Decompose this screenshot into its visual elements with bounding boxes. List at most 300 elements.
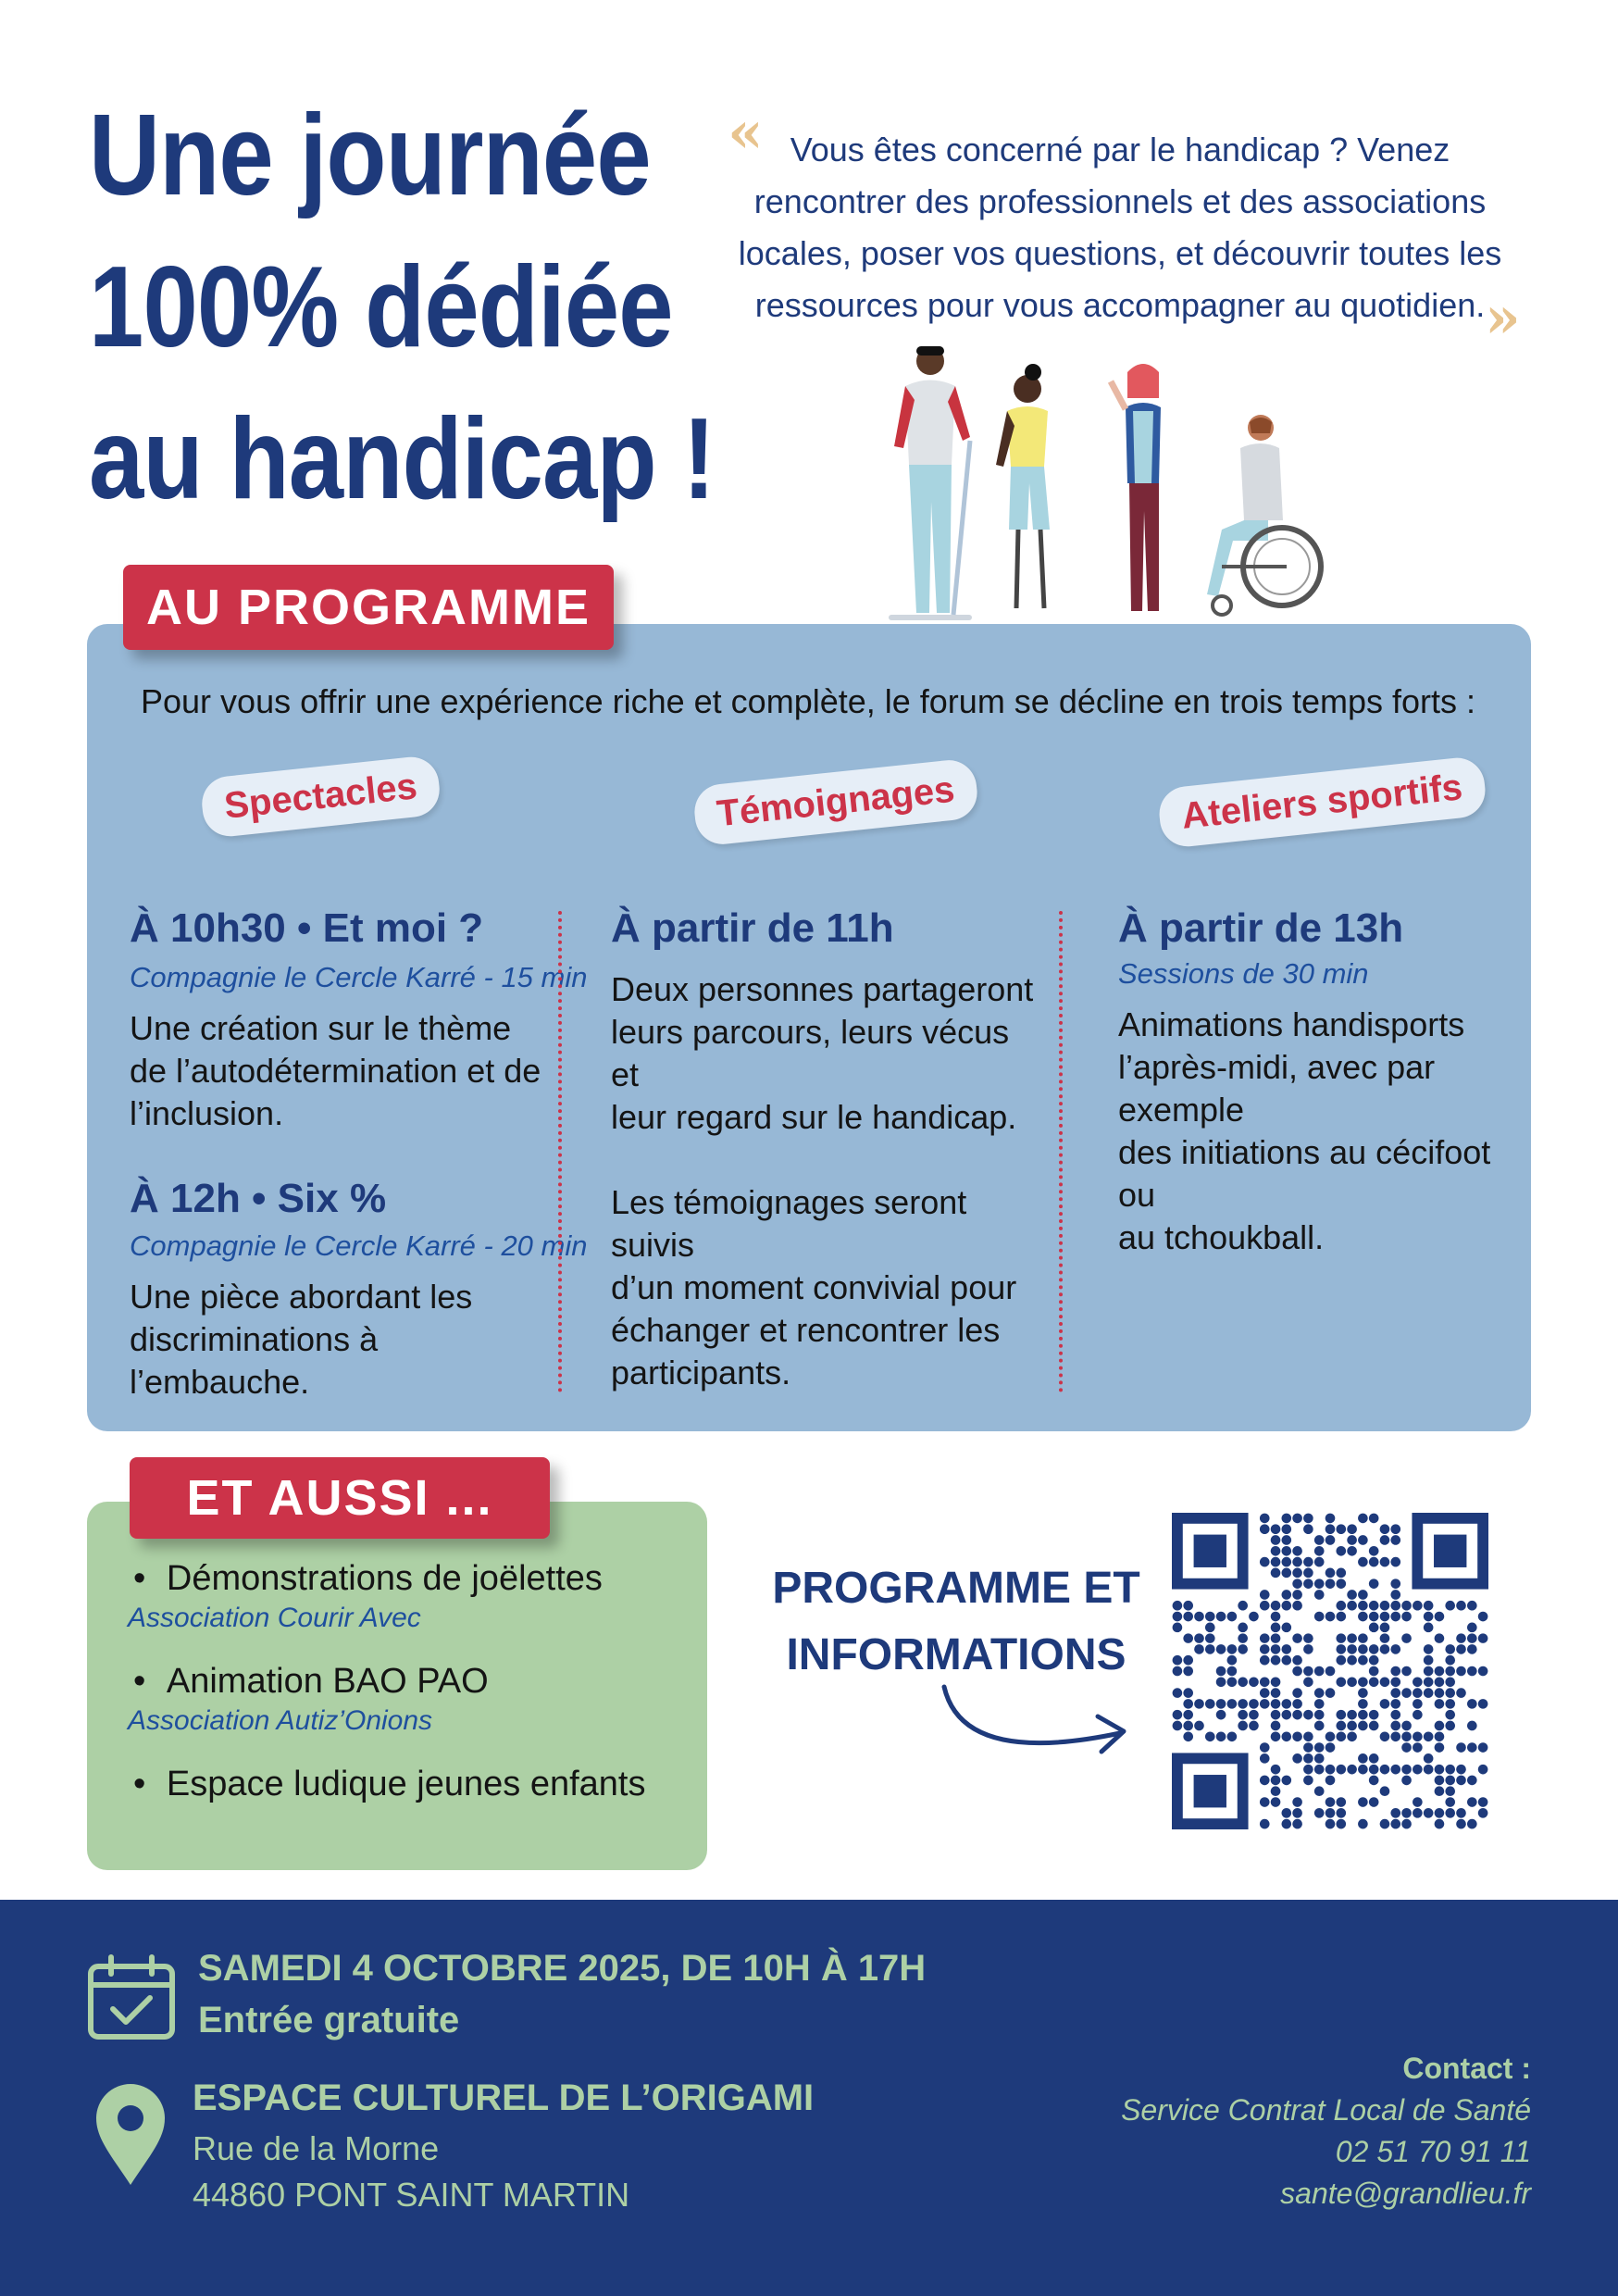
qr-module — [1227, 1731, 1238, 1741]
qr-module — [1183, 1655, 1193, 1666]
qr-module — [1358, 1535, 1368, 1545]
qr-module — [1369, 1644, 1379, 1654]
event-description — [611, 968, 1046, 1139]
qr-module — [1445, 1808, 1455, 1818]
qr-module — [1336, 1644, 1346, 1654]
qr-module — [1282, 1776, 1292, 1786]
qr-module — [1424, 1601, 1434, 1611]
qr-module — [1390, 1699, 1400, 1709]
qr-module — [1467, 1623, 1477, 1633]
qr-module — [1292, 1590, 1302, 1600]
qr-module — [1358, 1514, 1368, 1524]
qr-module — [1380, 1819, 1390, 1829]
qr-module — [1303, 1742, 1313, 1753]
pill-ateliers: Ateliers sportifs — [1157, 755, 1487, 849]
qr-module — [1183, 1731, 1193, 1741]
qr-module — [1390, 1644, 1400, 1654]
qr-module — [1390, 1557, 1400, 1567]
text-line: au tchoukball. — [1118, 1218, 1325, 1256]
qr-module — [1260, 1677, 1270, 1687]
qr-module — [1292, 1514, 1302, 1524]
qr-module — [1282, 1568, 1292, 1578]
qr-module — [1194, 1612, 1204, 1622]
programme-intro: Pour vous offrir une expérience riche et complète, le forum se décline en trois temps forts : — [141, 682, 1476, 720]
qr-module — [1336, 1568, 1346, 1578]
man-with-cane-figure — [889, 346, 972, 620]
qr-finder-center — [1194, 1775, 1226, 1807]
qr-module — [1205, 1612, 1215, 1622]
text-line: Animations handisports — [1118, 1005, 1465, 1043]
qr-module — [1282, 1731, 1292, 1741]
qr-module — [1435, 1666, 1445, 1677]
title-line-3: au handicap ! — [89, 395, 716, 523]
qr-module — [1292, 1546, 1302, 1556]
qr-module — [1260, 1557, 1270, 1567]
qr-module — [1282, 1601, 1292, 1611]
qr-module — [1336, 1797, 1346, 1807]
qr-module — [1205, 1699, 1215, 1709]
qr-module — [1435, 1819, 1445, 1829]
qr-module — [1390, 1666, 1400, 1677]
qr-module — [1292, 1699, 1302, 1709]
venue-street: Rue de la Morne — [193, 2129, 440, 2167]
venue-name: ESPACE CULTUREL DE L’ORIGAMI — [193, 2078, 815, 2118]
qr-module — [1292, 1578, 1302, 1589]
qr-module — [1369, 1666, 1379, 1677]
qr-module — [1445, 1721, 1455, 1731]
qr-module — [1424, 1808, 1434, 1818]
text-line: échanger et rencontrer les — [611, 1311, 1001, 1349]
qr-module — [1292, 1557, 1302, 1567]
qr-module — [1173, 1666, 1183, 1677]
qr-module — [1205, 1644, 1215, 1654]
qr-module — [1260, 1633, 1270, 1643]
qr-module — [1435, 1699, 1445, 1709]
qr-module — [1314, 1808, 1325, 1818]
text-line: de l’autodétermination et de — [130, 1052, 541, 1090]
qr-module — [1314, 1535, 1325, 1545]
qr-module — [1369, 1578, 1379, 1589]
qr-module — [1282, 1535, 1292, 1545]
qr-module — [1369, 1776, 1379, 1786]
qr-module — [1271, 1765, 1281, 1775]
qr-module — [1303, 1514, 1313, 1524]
qr-module — [1216, 1677, 1226, 1687]
qr-module — [1347, 1524, 1357, 1534]
qr-module — [1435, 1742, 1445, 1753]
qr-module — [1424, 1623, 1434, 1633]
qr-module — [1227, 1677, 1238, 1687]
column-divider — [1059, 911, 1063, 1392]
qr-module — [1271, 1721, 1281, 1731]
qr-module — [1336, 1612, 1346, 1622]
qr-module — [1249, 1721, 1259, 1731]
qr-module — [1390, 1808, 1400, 1818]
event-sub: Compagnie le Cercle Karré - 15 min — [130, 961, 588, 993]
qr-module — [1271, 1710, 1281, 1720]
qr-module — [1271, 1786, 1281, 1796]
qr-module — [1271, 1623, 1281, 1633]
qr-module — [1435, 1776, 1445, 1786]
qr-module — [1424, 1655, 1434, 1666]
qr-module — [1424, 1612, 1434, 1622]
qr-module — [1358, 1612, 1368, 1622]
qr-module — [1326, 1612, 1336, 1622]
event-heading: À 12h • Six % — [130, 1176, 387, 1221]
qr-module — [1390, 1612, 1400, 1622]
qr-module — [1369, 1797, 1379, 1807]
qr-module — [1413, 1601, 1423, 1611]
qr-module — [1282, 1557, 1292, 1567]
qr-module — [1369, 1557, 1379, 1567]
qr-finder-center — [1434, 1535, 1466, 1567]
qr-module — [1216, 1612, 1226, 1622]
column-spectacles — [130, 905, 588, 1404]
qr-module — [1303, 1524, 1313, 1534]
qr-module — [1260, 1819, 1270, 1829]
qr-module — [1369, 1753, 1379, 1764]
qr-module — [1456, 1742, 1466, 1753]
column-temoignages — [611, 905, 1046, 1394]
qr-module — [1227, 1655, 1238, 1666]
qr-module — [1424, 1644, 1434, 1654]
item-sub: Association Courir Avec — [128, 1603, 421, 1633]
qr-module — [1303, 1753, 1313, 1764]
cta-line: INFORMATIONS — [786, 1630, 1126, 1679]
contact-email[interactable]: sante@grandlieu.fr — [1280, 2177, 1531, 2210]
qr-module — [1292, 1688, 1302, 1698]
qr-module — [1380, 1786, 1390, 1796]
qr-module — [1336, 1710, 1346, 1720]
qr-module — [1467, 1776, 1477, 1786]
qr-module — [1358, 1557, 1368, 1567]
qr-module — [1390, 1710, 1400, 1720]
qr-module — [1282, 1655, 1292, 1666]
column-divider — [558, 911, 562, 1392]
qr-module — [1456, 1819, 1466, 1829]
qr-module — [1390, 1688, 1400, 1698]
qr-module — [1303, 1765, 1313, 1775]
qr-module — [1216, 1710, 1226, 1720]
text-line: Une création sur le thème — [130, 1009, 512, 1047]
qr-module — [1326, 1688, 1336, 1698]
qr-module — [1249, 1677, 1259, 1687]
qr-module — [1314, 1742, 1325, 1753]
qr-module — [1467, 1699, 1477, 1709]
qr-module — [1413, 1765, 1423, 1775]
qr-finder-center — [1194, 1535, 1226, 1567]
qr-module — [1390, 1601, 1400, 1611]
qr-module — [1326, 1578, 1336, 1589]
qr-module — [1303, 1578, 1313, 1589]
qr-module — [1194, 1699, 1204, 1709]
qr-module — [1358, 1710, 1368, 1720]
qr-module — [1271, 1535, 1281, 1545]
qr-module — [1380, 1644, 1390, 1654]
qr-module — [1369, 1655, 1379, 1666]
qr-module — [1249, 1612, 1259, 1622]
programme-tag: AU PROGRAMME — [123, 565, 614, 650]
qr-module — [1435, 1612, 1445, 1622]
event-description — [1118, 1004, 1525, 1259]
qr-module — [1347, 1677, 1357, 1687]
qr-module — [1435, 1633, 1445, 1643]
qr-module — [1238, 1721, 1248, 1731]
qr-module — [1369, 1710, 1379, 1720]
qr-module — [1271, 1776, 1281, 1786]
qr-module — [1194, 1633, 1204, 1643]
qr-module — [1260, 1699, 1270, 1709]
qr-module — [1205, 1633, 1215, 1643]
quote-open-icon: « — [728, 98, 764, 166]
qr-module — [1380, 1765, 1390, 1775]
qr-module — [1292, 1601, 1302, 1611]
qr-module — [1435, 1808, 1445, 1818]
qr-module — [1445, 1786, 1455, 1796]
qr-module — [1314, 1710, 1325, 1720]
qr-module — [1282, 1808, 1292, 1818]
qr-module — [1445, 1677, 1455, 1687]
qr-module — [1303, 1677, 1313, 1687]
text-line: l’après-midi, avec par — [1118, 1048, 1436, 1086]
qr-module — [1183, 1699, 1193, 1709]
qr-module — [1271, 1633, 1281, 1643]
qr-module — [1173, 1612, 1183, 1622]
qr-module — [1227, 1699, 1238, 1709]
qr-module — [1435, 1765, 1445, 1775]
qr-module — [1347, 1633, 1357, 1643]
qr-module — [1326, 1808, 1336, 1818]
bullet-icon: • — [133, 1559, 146, 1598]
qr-module — [1445, 1710, 1455, 1720]
qr-module — [1413, 1808, 1423, 1818]
qr-module — [1380, 1535, 1390, 1545]
qr-module — [1336, 1601, 1346, 1611]
qr-module — [1326, 1731, 1336, 1741]
qr-module — [1336, 1677, 1346, 1687]
qr-module — [1445, 1666, 1455, 1677]
qr-module — [1380, 1677, 1390, 1687]
qr-module — [1314, 1612, 1325, 1622]
qr-module — [1369, 1677, 1379, 1687]
event-heading: À partir de 13h — [1118, 905, 1404, 951]
qr-module — [1369, 1546, 1379, 1556]
qr-module — [1347, 1590, 1357, 1600]
qr-module — [1358, 1699, 1368, 1709]
qr-module — [1292, 1808, 1302, 1818]
qr-module — [1390, 1721, 1400, 1731]
qr-module — [1358, 1633, 1368, 1643]
qr-module — [1401, 1633, 1412, 1643]
qr-module — [1358, 1655, 1368, 1666]
qr-module — [1336, 1721, 1346, 1731]
list-item — [133, 1559, 645, 1599]
qr-module — [1369, 1612, 1379, 1622]
qr-module — [1326, 1524, 1336, 1534]
qr-module — [1292, 1797, 1302, 1807]
qr-module — [1326, 1776, 1336, 1786]
event-description — [130, 1276, 555, 1404]
qr-module — [1282, 1644, 1292, 1654]
qr-module — [1314, 1688, 1325, 1698]
qr-module — [1314, 1765, 1325, 1775]
qr-module — [1445, 1644, 1455, 1654]
qr-module — [1380, 1731, 1390, 1741]
qr-module — [1282, 1524, 1292, 1534]
people-illustration — [852, 344, 1351, 631]
qr-module — [1326, 1535, 1336, 1545]
text-line: exemple — [1118, 1091, 1245, 1129]
qr-module — [1326, 1819, 1336, 1829]
qr-module — [1271, 1568, 1281, 1578]
qr-module — [1401, 1612, 1412, 1622]
qr-module — [1314, 1753, 1325, 1764]
qr-module — [1445, 1601, 1455, 1611]
event-date: SAMEDI 4 OCTOBRE 2025, DE 10H À 17H — [198, 1948, 927, 1989]
qr-module — [1435, 1721, 1445, 1731]
qr-module — [1238, 1633, 1248, 1643]
qr-module — [1260, 1601, 1270, 1611]
qr-module — [1380, 1633, 1390, 1643]
qr-code[interactable] — [1172, 1513, 1488, 1829]
quote-close-icon: » — [1485, 283, 1521, 351]
cta-line: PROGRAMME ET — [772, 1564, 1140, 1613]
woman-prosthetic-figure — [996, 364, 1050, 608]
qr-module — [1282, 1623, 1292, 1633]
qr-module — [1358, 1590, 1368, 1600]
man-wheelchair-figure — [1207, 415, 1321, 615]
qr-module — [1282, 1590, 1292, 1600]
qr-module — [1456, 1688, 1466, 1698]
qr-module — [1238, 1699, 1248, 1709]
contact-block — [1121, 2052, 1531, 2211]
list-item — [133, 1765, 645, 1804]
qr-module — [1216, 1731, 1226, 1741]
qr-module — [1401, 1721, 1412, 1731]
qr-module — [1390, 1524, 1400, 1534]
qr-module — [1183, 1612, 1193, 1622]
qr-module — [1303, 1776, 1313, 1786]
qr-module — [1326, 1797, 1336, 1807]
qr-module — [1413, 1699, 1423, 1709]
qr-module — [1478, 1666, 1488, 1677]
qr-module — [1424, 1688, 1434, 1698]
qr-module — [1369, 1601, 1379, 1611]
qr-module — [1401, 1776, 1412, 1786]
qr-module — [1358, 1721, 1368, 1731]
qr-module — [1336, 1731, 1346, 1741]
text-line: leurs parcours, leurs vécus et — [611, 1013, 1010, 1093]
bullet-icon: • — [133, 1662, 146, 1701]
qr-module — [1194, 1644, 1204, 1654]
qr-module — [1445, 1765, 1455, 1775]
qr-module — [1260, 1524, 1270, 1534]
qr-module — [1173, 1721, 1183, 1731]
qr-module — [1390, 1819, 1400, 1829]
qr-module — [1435, 1786, 1445, 1796]
qr-module — [1401, 1808, 1412, 1818]
qr-module — [1358, 1688, 1368, 1698]
contact-phone[interactable]: 02 51 70 91 11 — [1335, 2135, 1531, 2168]
title-line-2: 100% dédiée — [89, 243, 673, 371]
qr-module — [1271, 1655, 1281, 1666]
qr-module — [1390, 1590, 1400, 1600]
qr-module — [1456, 1765, 1466, 1775]
qr-module — [1369, 1721, 1379, 1731]
qr-module — [1260, 1753, 1270, 1764]
qr-module — [1380, 1612, 1390, 1622]
qr-module — [1380, 1557, 1390, 1567]
qr-module — [1314, 1590, 1325, 1600]
qr-module — [1303, 1568, 1313, 1578]
qr-module — [1347, 1546, 1357, 1556]
qr-module — [1238, 1623, 1248, 1633]
qr-module — [1336, 1765, 1346, 1775]
qr-module — [1303, 1666, 1313, 1677]
text-line: participants. — [611, 1354, 791, 1391]
qr-module — [1369, 1623, 1379, 1633]
qr-module — [1401, 1731, 1412, 1741]
qr-module — [1260, 1644, 1270, 1654]
intro-text: Vous êtes concerné par le handicap ? Venez rencontrer des professionnels et des associations locales, poser vos questions, et découvrir toutes les ressources pour vous accompagner au quotidien. — [738, 131, 1502, 324]
qr-module — [1282, 1546, 1292, 1556]
qr-module — [1336, 1633, 1346, 1643]
qr-module — [1358, 1797, 1368, 1807]
qr-module — [1456, 1644, 1466, 1654]
item-label: Démonstrations de joëlettes — [166, 1559, 603, 1598]
aussi-list — [128, 1559, 646, 1804]
qr-module — [1413, 1797, 1423, 1807]
bullet-icon: • — [133, 1765, 146, 1803]
qr-module — [1227, 1644, 1238, 1654]
qr-module — [1358, 1677, 1368, 1687]
qr-module — [1260, 1655, 1270, 1666]
qr-module — [1173, 1688, 1183, 1698]
qr-module — [1282, 1710, 1292, 1720]
qr-module — [1390, 1765, 1400, 1775]
venue-city: 44860 PONT SAINT MARTIN — [193, 2176, 630, 2214]
calendar-check-icon — [85, 1953, 178, 2042]
qr-module — [1314, 1699, 1325, 1709]
qr-module — [1424, 1677, 1434, 1687]
qr-module — [1478, 1633, 1488, 1643]
pill-temoignages: Témoignages — [691, 757, 979, 847]
event-heading: À 10h30 • Et moi ? — [130, 905, 484, 951]
column-ateliers — [1118, 905, 1525, 1259]
qr-module — [1478, 1612, 1488, 1622]
text-line: des initiations au cécifoot ou — [1118, 1133, 1491, 1214]
qr-module — [1326, 1742, 1336, 1753]
qr-module — [1238, 1601, 1248, 1611]
pill-spectacles: Spectacles — [199, 755, 442, 840]
qr-module — [1401, 1688, 1412, 1698]
qr-module — [1260, 1688, 1270, 1698]
qr-module — [1413, 1688, 1423, 1698]
text-line: l’inclusion. — [130, 1094, 284, 1132]
qr-module — [1369, 1765, 1379, 1775]
qr-module — [1292, 1819, 1302, 1829]
qr-module — [1347, 1731, 1357, 1741]
qr-module — [1336, 1578, 1346, 1589]
qr-module — [1303, 1731, 1313, 1741]
text-line: d’un moment convivial pour — [611, 1268, 1017, 1306]
qr-module — [1478, 1765, 1488, 1775]
qr-module — [1401, 1666, 1412, 1677]
qr-module — [1326, 1568, 1336, 1578]
qr-module — [1303, 1633, 1313, 1643]
qr-module — [1347, 1710, 1357, 1720]
text-line: leur regard sur le handicap. — [611, 1098, 1017, 1136]
